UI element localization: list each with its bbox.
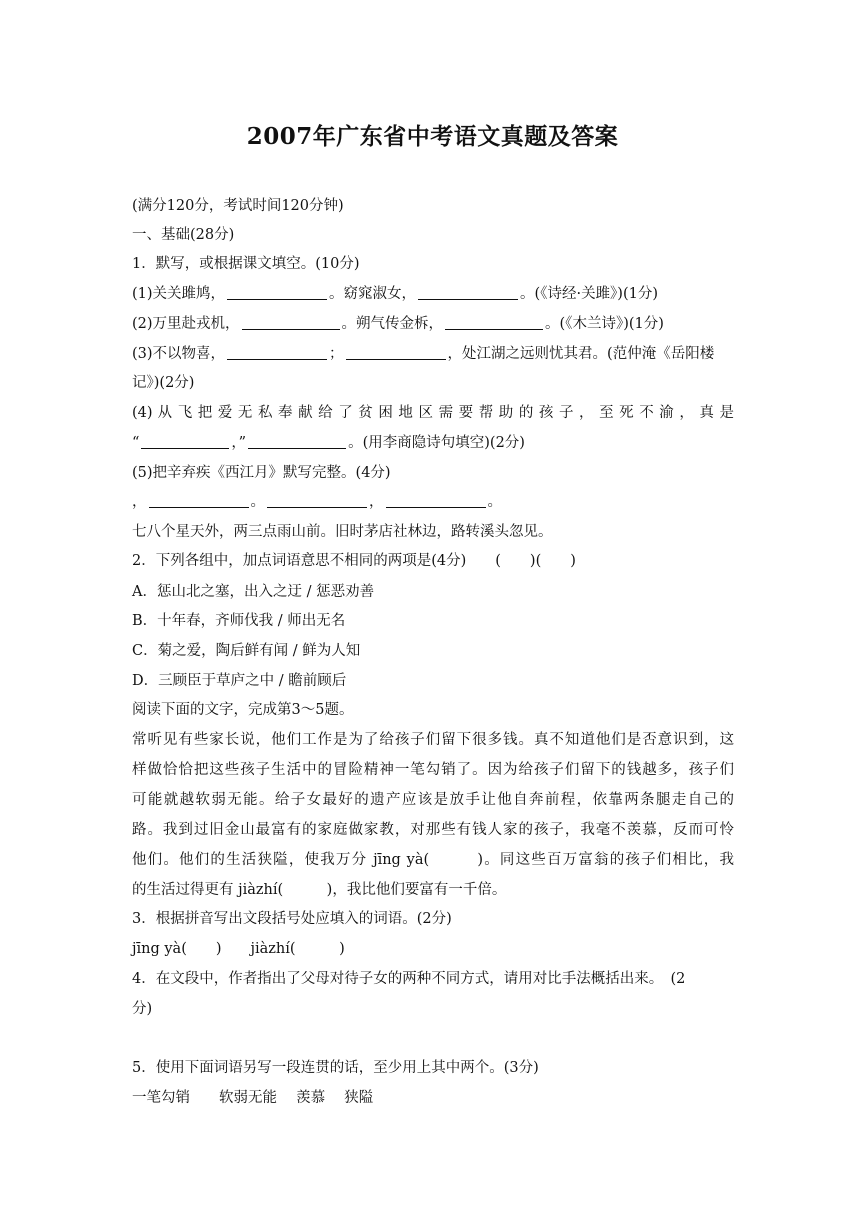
answer-blank[interactable] <box>227 285 327 300</box>
option-a: A．惩山北之塞，出入之迂 / 惩恶劝善 <box>132 584 375 600</box>
reading-intro: 阅读下面的文字，完成第3～5题。 <box>132 702 354 718</box>
question-1-5-poem: 七八个星天外，两三点雨山前。旧时茅店社林边，路转溪头忽见。 <box>132 524 553 540</box>
question-4-cont: 分) <box>132 1001 153 1017</box>
question-4: 4．在文段中，作者指出了父母对待子女的两种不同方式，请用对比手法概括出来。 (2 <box>132 971 686 987</box>
exam-info: (满分120分，考试时间120分钟) <box>132 198 344 214</box>
answer-blank[interactable] <box>346 345 446 360</box>
question-3: 3．根据拼音写出文段括号处应填入的词语。(2分) <box>132 911 452 927</box>
passage-line: 常听见有些家长说，他们工作是为了给孩子们留下很多钱。真不知道他们是否意识到，这 <box>132 732 734 748</box>
option-c: C．菊之爱，陶后鲜有闻 / 鲜为人知 <box>132 643 361 659</box>
text: ； <box>329 346 344 362</box>
page-title: 2007年广东省中考语文真题及答案 <box>246 123 619 150</box>
passage-line: 可能就越软弱无能。给子女最好的遗产应该是放手让他自奔前程，依靠两条腿走自己的 <box>132 792 734 808</box>
question-1: 1．默写，或根据课文填空。(10分) <box>132 256 360 272</box>
text: 。 <box>487 494 502 510</box>
answer-blank[interactable] <box>418 285 518 300</box>
passage-line: 样做恰恰把这些孩子生活中的冒险精神一笔勾销了。因为给孩子们留下的钱越多，孩子们 <box>132 762 734 778</box>
answer-blank[interactable] <box>141 434 229 449</box>
answer-blank[interactable] <box>149 493 249 508</box>
answer-blank[interactable] <box>248 434 346 449</box>
question-1-3-cont: 记》)(2分) <box>132 375 195 391</box>
text: “ <box>132 435 140 451</box>
answer-blank[interactable] <box>445 315 543 330</box>
section-heading: 一、基础(28分) <box>132 227 235 243</box>
passage-line: 他们。他们的生活狭隘，使我万分 jīng yà( )。同这些百万富翁的孩子们相比，我 <box>132 852 734 868</box>
question-5: 5．使用下面词语另写一段连贯的话，至少用上其中两个。(3分) <box>132 1060 539 1076</box>
text: ，处江湖之远则忧其君。(范仲淹《岳阳楼 <box>447 346 715 362</box>
question-1-4-cont <box>132 433 734 453</box>
question-1-2 <box>132 314 734 334</box>
question-1-5: (5)把辛弃疾《西江月》默写完整。(4分) <box>132 465 391 481</box>
answer-blank[interactable] <box>242 315 340 330</box>
text: 。 <box>250 494 265 510</box>
text: (2)万里赴戎机， <box>132 316 240 332</box>
text: (1)关关雎鸠， <box>132 286 226 302</box>
text: 。(用李商隐诗句填空)(2分) <box>348 435 525 451</box>
question-1-3 <box>132 344 734 364</box>
question-1-5-blanks <box>132 492 734 512</box>
question-5-words: 一笔勾销 软弱无能 羡慕 狭隘 <box>132 1090 374 1106</box>
passage-line: 路。我到过旧金山最富有的家庭做家教，对那些有钱人家的孩子，我毫不羡慕，反而可怜 <box>132 822 734 838</box>
option-b: B．十年春，齐师伐我 / 师出无名 <box>132 613 346 629</box>
answer-blank[interactable] <box>386 493 486 508</box>
passage-line: 的生活过得更有 jiàzhí( )，我比他们要富有一千倍。 <box>132 882 507 898</box>
text: 。(《木兰诗》)(1分) <box>545 316 664 332</box>
option-d: D．三顾臣于草庐之中 / 瞻前顾后 <box>132 673 347 689</box>
text: ， <box>132 494 147 510</box>
text: (3)不以物喜， <box>132 346 226 362</box>
text: 。窈窕淑女， <box>329 286 417 302</box>
text: ， <box>369 494 384 510</box>
answer-blank[interactable] <box>267 493 367 508</box>
text: ，” <box>231 435 247 451</box>
question-1-4: (4) 从 飞 把 爱 无 私 奉 献 给 了 贫 困 地 区 需 要 帮 助 的 孩 子 ， 至 死 不 渝 ， 真 是 <box>132 405 734 421</box>
question-2: 2．下列各组中，加点词语意思不相同的两项是(4分) ( )( ) <box>132 553 576 569</box>
answer-blank[interactable] <box>227 345 327 360</box>
question-3-answer: jīng yà( ) jiàzhí( ) <box>132 941 345 957</box>
text: 。(《诗经·关雎》)(1分) <box>520 286 659 302</box>
text: 。朔气传金柝， <box>341 316 444 332</box>
question-1-1 <box>132 284 734 304</box>
